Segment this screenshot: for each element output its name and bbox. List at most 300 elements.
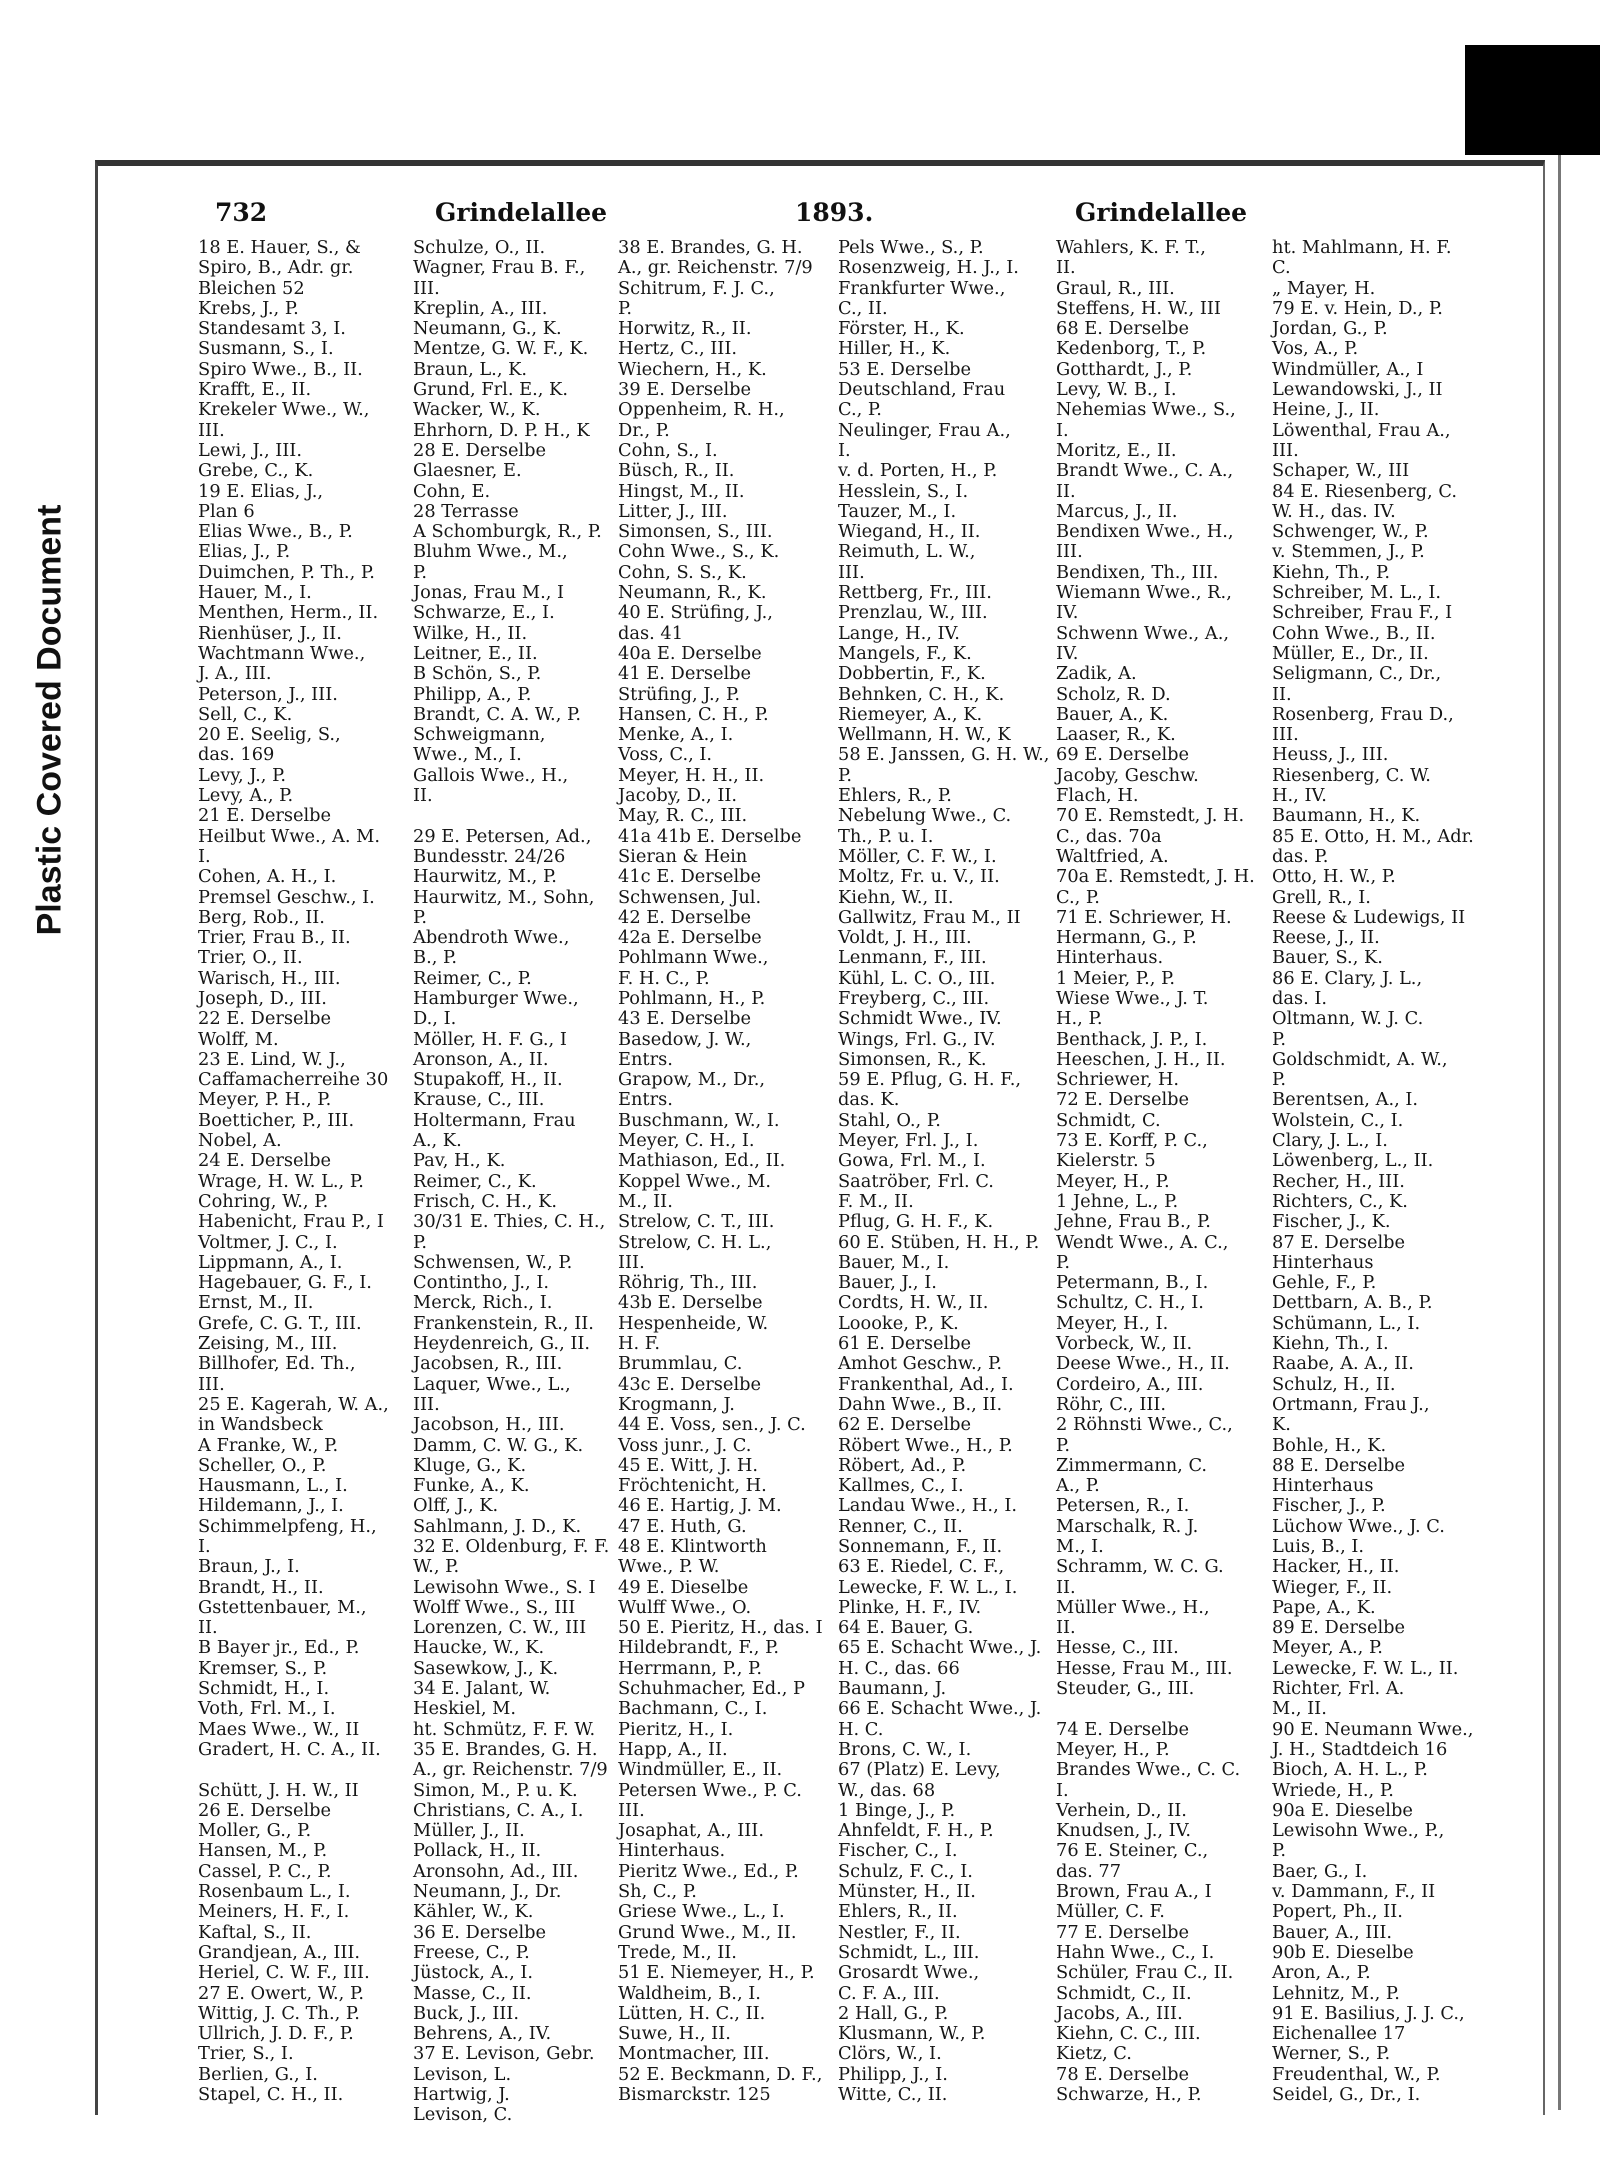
- directory-entry-line: Krekeler Wwe., W.,: [198, 399, 370, 421]
- directory-entry-line: Bauer, S., K.: [1272, 947, 1383, 969]
- directory-entry-line: Grandjean, A., III.: [198, 1941, 361, 1963]
- directory-entry-line: Cohen, A. H., I.: [198, 866, 337, 888]
- directory-entry-line: Wriede, H., P.: [1272, 1779, 1394, 1801]
- directory-entry-line: Ehrhorn, D. P. H., K: [413, 419, 590, 441]
- directory-entry-line: Entrs.: [618, 1089, 673, 1111]
- directory-entry-line: Glaesner, E.: [413, 460, 522, 482]
- directory-entry-line: 22 E. Derselbe: [198, 1008, 332, 1030]
- directory-entry-line: Krogmann, J.: [618, 1393, 735, 1415]
- directory-entry-line: W., das. 68: [838, 1779, 936, 1801]
- directory-entry-line: Bauer, A., III.: [1272, 1921, 1393, 1943]
- directory-entry-line: Meyer, A., P.: [1272, 1637, 1383, 1659]
- directory-entry-line: [413, 806, 623, 826]
- directory-entry-line: das. 41: [618, 622, 684, 644]
- directory-entry-line: W. H., das. IV.: [1272, 500, 1396, 522]
- directory-entry-line: 43 E. Derselbe: [618, 1008, 752, 1030]
- directory-entry-line: III.: [838, 561, 865, 583]
- directory-entry-line: K.: [1272, 1414, 1291, 1436]
- directory-entry-line: 74 E. Derselbe: [1056, 1718, 1190, 1740]
- directory-entry-line: Gotthardt, J., P.: [1056, 358, 1193, 380]
- directory-entry-line: A., K.: [413, 1130, 462, 1152]
- directory-entry-line: Schwenn Wwe., A.,: [1056, 622, 1230, 644]
- year: 1893.: [795, 198, 874, 227]
- directory-entry-line: Kühl, L. C. O., III.: [838, 967, 996, 989]
- directory-entry-line: III.: [618, 1799, 645, 1821]
- directory-entry-line: Koppel Wwe., M.: [618, 1170, 771, 1192]
- directory-entry-line: Kallmes, C., I.: [838, 1475, 964, 1497]
- directory-entry-line: Oppenheim, R. H.,: [618, 399, 785, 421]
- directory-entry-line: Meiners, H. F., I.: [198, 1901, 350, 1923]
- directory-column-2: [413, 237, 623, 2126]
- directory-column-6: [1272, 237, 1497, 2106]
- directory-entry-line: 36 E. Derselbe: [413, 1921, 547, 1943]
- directory-entry-line: 50 E. Pieritz, H., das. I: [618, 1617, 823, 1639]
- directory-entry-line: Gehle, F., P.: [1272, 1272, 1377, 1294]
- directory-entry-line: Schulze, O., II.: [413, 237, 546, 258]
- directory-entry-line: 30/31 E. Thies, C. H.,: [413, 1211, 606, 1233]
- directory-entry-line: Loooke, P., K.: [838, 1312, 959, 1334]
- directory-entry-line: Büsch, R., II.: [618, 460, 735, 482]
- directory-entry-line: C., P.: [1056, 886, 1100, 908]
- directory-entry-line: P.: [413, 561, 428, 583]
- directory-entry-line: Menke, A., I.: [618, 724, 734, 746]
- directory-entry-line: Kielerstr. 5: [1056, 1150, 1156, 1172]
- directory-entry-line: Petermann, B., I.: [1056, 1272, 1209, 1294]
- directory-entry-line: Grebe, C., K.: [198, 460, 314, 482]
- directory-entry-line: P.: [413, 906, 428, 928]
- directory-entry-line: Kiehn, C. C., III.: [1056, 2023, 1201, 2045]
- directory-entry-line: Suwe, H., II.: [618, 2023, 731, 2045]
- directory-entry-line: [1056, 1699, 1278, 1719]
- directory-entry-line: Wiese Wwe., J. T.: [1056, 987, 1209, 1009]
- directory-entry-line: 66 E. Schacht Wwe., J.: [838, 1698, 1042, 1720]
- directory-entry-line: Richter, Frl. A.: [1272, 1678, 1405, 1700]
- directory-entry-line: Lorenzen, C. W., III: [413, 1617, 587, 1639]
- directory-entry-line: Bleichen 52: [198, 277, 305, 299]
- directory-entry-line: B Schön, S., P.: [413, 663, 542, 685]
- directory-entry-line: Entrs.: [618, 1048, 673, 1070]
- directory-entry-line: Baer, G., I.: [1272, 1860, 1368, 1882]
- directory-entry-line: II.: [1056, 1576, 1076, 1598]
- directory-entry-line: Pav, H., K.: [413, 1150, 506, 1172]
- directory-entry-line: Premsel Geschw., I.: [198, 886, 375, 908]
- directory-entry-line: A Schomburgk, R., P.: [413, 521, 602, 543]
- directory-entry-line: 41c E. Derselbe: [618, 866, 762, 888]
- directory-entry-line: Montmacher, III.: [618, 2043, 770, 2065]
- directory-entry-line: Cordeiro, A., III.: [1056, 1373, 1204, 1395]
- directory-entry-line: Lewandowski, J., II: [1272, 379, 1443, 401]
- directory-entry-line: Plinke, H. F., IV.: [838, 1596, 982, 1618]
- directory-entry-line: Wachtmann Wwe.,: [198, 642, 366, 664]
- directory-entry-line: Sh, C., P.: [618, 1881, 697, 1903]
- directory-entry-line: P.: [413, 1231, 428, 1253]
- directory-entry-line: Buck, J., III.: [413, 2002, 519, 2024]
- directory-entry-line: III.: [198, 1373, 225, 1395]
- directory-entry-line: Heine, J., II.: [1272, 399, 1380, 421]
- directory-entry-line: Hildemann, J., I.: [198, 1495, 344, 1517]
- directory-entry-line: H., P.: [1056, 1008, 1103, 1030]
- directory-entry-line: Wwe., M., I.: [413, 744, 522, 766]
- directory-entry-line: Hartwig, J.: [413, 2084, 510, 2106]
- directory-entry-line: 86 E. Clary, J. L.,: [1272, 967, 1423, 989]
- directory-entry-line: Eichenallee 17: [1272, 2023, 1406, 2045]
- directory-entry-line: Mentze, G. W. F., K.: [413, 338, 589, 360]
- directory-entry-line: B., P.: [413, 947, 458, 969]
- directory-entry-line: Braun, L., K.: [413, 358, 528, 380]
- directory-entry-line: Pels Wwe., S., P.: [838, 237, 984, 258]
- directory-entry-line: Klusmann, W., P.: [838, 2023, 986, 2045]
- directory-entry-line: Aron, A., P.: [1272, 1962, 1371, 1984]
- directory-entry-line: May, R. C., III.: [618, 805, 748, 827]
- directory-entry-line: Prenzlau, W., III.: [838, 602, 988, 624]
- directory-entry-line: I.: [198, 1536, 211, 1557]
- directory-entry-line: 90a E. Dieselbe: [1272, 1799, 1413, 1821]
- directory-entry-line: Simonsen, S., III.: [618, 521, 773, 543]
- directory-entry-line: Scheller, O., P.: [198, 1454, 327, 1476]
- directory-entry-line: Litter, J., III.: [618, 500, 728, 522]
- directory-entry-line: 63 E. Riedel, C. F.,: [838, 1556, 1005, 1578]
- directory-entry-line: Heuss, J., III.: [1272, 744, 1389, 766]
- directory-entry-line: Cohn Wwe., B., II.: [1272, 622, 1436, 644]
- directory-entry-line: Voltmer, J. C., I.: [198, 1231, 338, 1253]
- directory-entry-line: Schitrum, F. J. C.,: [618, 277, 775, 299]
- directory-entry-line: Reimuth, L. W.,: [838, 541, 976, 563]
- directory-entry-line: Gstettenbauer, M.,: [198, 1596, 367, 1618]
- directory-entry-line: Hermann, G., P.: [1056, 927, 1197, 949]
- directory-entry-line: Marcus, J., II.: [1056, 500, 1178, 522]
- directory-entry-line: Christians, C. A., I.: [413, 1799, 584, 1821]
- directory-entry-line: Levy, A., P.: [198, 785, 294, 807]
- directory-entry-line: Brandes Wwe., C. C.: [1056, 1759, 1241, 1781]
- directory-entry-line: Moritz, E., II.: [1056, 439, 1177, 461]
- directory-entry-line: Reimer, C., P.: [413, 967, 532, 989]
- directory-entry-line: das. P.: [1272, 845, 1329, 867]
- directory-entry-line: Olff, J., K.: [413, 1495, 499, 1517]
- directory-entry-line: A Franke, W., P.: [198, 1434, 339, 1456]
- directory-entry-line: Basedow, J. W.,: [618, 1028, 752, 1050]
- directory-entry-line: Schreiber, M. L., I.: [1272, 582, 1442, 604]
- directory-entry-line: Zeising, M., III.: [198, 1333, 338, 1355]
- directory-entry-line: Dr., P.: [618, 419, 670, 441]
- directory-entry-line: Richters, C., K.: [1272, 1190, 1408, 1212]
- directory-entry-line: Pape, A., K.: [1272, 1596, 1376, 1618]
- directory-entry-line: Neulinger, Frau A.,: [838, 419, 1011, 441]
- directory-entry-line: Schmidt, C., II.: [1056, 1982, 1192, 2004]
- directory-entry-line: F. M., II.: [838, 1190, 914, 1212]
- directory-entry-line: Schmidt, C.: [1056, 1109, 1161, 1131]
- directory-entry-line: ht. Schmütz, F. F. W.: [413, 1718, 596, 1740]
- directory-entry-line: Jordan, G., P.: [1272, 318, 1388, 340]
- directory-entry-line: das. I.: [1272, 987, 1328, 1009]
- directory-entry-line: 38 E. Brandes, G. H.: [618, 237, 803, 258]
- directory-entry-line: 52 E. Beckmann, D. F.,: [618, 2063, 823, 2085]
- directory-entry-line: Nebelung Wwe., C.: [838, 805, 1012, 827]
- directory-entry-line: Grell, R., I.: [1272, 886, 1371, 908]
- directory-entry-line: Hausmann, L., I.: [198, 1475, 348, 1497]
- directory-entry-line: Wilke, H., II.: [413, 622, 528, 644]
- directory-entry-line: Popert, Ph., II.: [1272, 1901, 1403, 1923]
- directory-entry-line: Joseph, D., III.: [198, 987, 327, 1009]
- directory-entry-line: Neumann, G., K.: [413, 318, 562, 340]
- directory-entry-line: 40 E. Strüfing, J.,: [618, 602, 773, 624]
- directory-entry-line: Kietz, C.: [1056, 2043, 1132, 2065]
- directory-entry-line: H., IV.: [1272, 785, 1327, 807]
- directory-entry-line: Löwenberg, L., II.: [1272, 1150, 1434, 1172]
- directory-entry-line: Hinterhaus: [1272, 1475, 1374, 1497]
- directory-entry-line: in Wandsbeck: [198, 1414, 323, 1436]
- directory-entry-line: Lenmann, F., III.: [838, 947, 987, 969]
- directory-entry-line: Schwarze, E., I.: [413, 602, 555, 624]
- directory-entry-line: Lewi, J., III.: [198, 439, 302, 461]
- directory-entry-line: Ehlers, R., II.: [838, 1901, 958, 1923]
- directory-entry-line: Schimmelpfeng, H.,: [198, 1515, 377, 1537]
- directory-entry-line: Krause, C., III.: [413, 1089, 545, 1111]
- directory-entry-line: Schweigmann,: [413, 724, 546, 746]
- directory-entry-line: Jacobs, A., III.: [1056, 2002, 1183, 2024]
- directory-entry-line: Goldschmidt, A. W.,: [1272, 1048, 1448, 1070]
- directory-entry-line: Röbert, Ad., P.: [838, 1454, 967, 1476]
- right-street-title: Grindelallee: [1075, 198, 1248, 227]
- directory-entry-line: M., I.: [1056, 1536, 1104, 1557]
- directory-entry-line: Cordts, H. W., II.: [838, 1292, 989, 1314]
- directory-entry-line: Schümann, L., I.: [1272, 1312, 1421, 1334]
- directory-entry-line: Freese, C., P.: [413, 1941, 530, 1963]
- directory-entry-line: Schriewer, H.: [1056, 1069, 1180, 1091]
- directory-entry-line: Kaftal, S., II.: [198, 1921, 312, 1943]
- page-right-edge: [1558, 155, 1561, 2110]
- directory-entry-line: Müller, C. F.: [1056, 1901, 1165, 1923]
- directory-entry-line: II.: [1056, 1617, 1076, 1639]
- directory-entry-line: Röhr, C., III.: [1056, 1393, 1167, 1415]
- directory-entry-line: Strelow, C. H. L.,: [618, 1231, 772, 1253]
- directory-entry-line: [198, 1760, 413, 1780]
- directory-entry-line: Buschmann, W., I.: [618, 1109, 780, 1131]
- directory-entry-line: Müller, E., Dr., II.: [1272, 642, 1429, 664]
- directory-entry-line: Seligmann, C., Dr.,: [1272, 663, 1442, 685]
- directory-entry-line: Oltmann, W. J. C.: [1272, 1008, 1424, 1030]
- directory-entry-line: 43b E. Derselbe: [618, 1292, 763, 1314]
- directory-entry-line: Dobbertin, F., K.: [838, 663, 986, 685]
- directory-entry-line: 71 E. Schriewer, H.: [1056, 906, 1232, 928]
- directory-entry-line: J. A., III.: [198, 663, 272, 685]
- directory-entry-line: Lüchow Wwe., J. C.: [1272, 1515, 1445, 1537]
- directory-entry-line: Dettbarn, A. B., P.: [1272, 1292, 1433, 1314]
- directory-entry-line: Renner, C., II.: [838, 1515, 963, 1537]
- directory-entry-line: Krebs, J., P.: [198, 297, 299, 319]
- directory-entry-line: Riemeyer, A., K.: [838, 703, 983, 725]
- directory-entry-line: Billhofer, Ed. Th.,: [198, 1353, 356, 1375]
- directory-entry-line: Röbert Wwe., H., P.: [838, 1434, 1013, 1456]
- directory-entry-line: Gallois Wwe., H.,: [413, 764, 569, 786]
- directory-entry-line: A., gr. Reichenstr. 7/9: [618, 257, 813, 279]
- directory-entry-line: Moller, G., P.: [198, 1820, 312, 1842]
- directory-entry-line: Merck, Rich., I.: [413, 1292, 553, 1314]
- directory-entry-line: 42a E. Derselbe: [618, 927, 762, 949]
- directory-entry-line: Lewisohn Wwe., S. I: [413, 1576, 596, 1598]
- directory-entry-line: I.: [1056, 419, 1069, 441]
- directory-entry-line: C. F. A., III.: [838, 1982, 940, 2004]
- directory-entry-line: I.: [198, 845, 211, 867]
- directory-entry-line: Schramm, W. C. G.: [1056, 1556, 1224, 1578]
- directory-entry-line: Steffens, H. W., III: [1056, 297, 1221, 319]
- directory-entry-line: Spiro, B., Adr. gr.: [198, 257, 354, 279]
- directory-entry-line: Jacobson, H., III.: [413, 1414, 565, 1436]
- directory-entry-line: Nestler, F., II.: [838, 1921, 961, 1943]
- directory-entry-line: Lippmann, A., I.: [198, 1251, 343, 1273]
- directory-entry-line: Wittig, J. C. Th., P.: [198, 2002, 360, 2024]
- directory-entry-line: I.: [838, 439, 851, 461]
- directory-entry-line: 69 E. Derselbe: [1056, 744, 1190, 766]
- directory-entry-line: Hespenheide, W.: [618, 1312, 769, 1334]
- directory-entry-line: Behrens, A., IV.: [413, 2023, 552, 2045]
- directory-entry-line: Hansen, C. H., P.: [618, 703, 769, 725]
- directory-entry-line: Levison, L.: [413, 2063, 512, 2085]
- directory-entry-line: Clörs, W., I.: [838, 2043, 942, 2065]
- directory-entry-line: Maes Wwe., W., II: [198, 1718, 360, 1740]
- directory-entry-line: Schultz, C. H., I.: [1056, 1292, 1204, 1314]
- directory-entry-line: Heeschen, J. H., II.: [1056, 1048, 1226, 1070]
- directory-entry-line: Sieran & Hein: [618, 845, 748, 867]
- directory-entry-line: Heilbut Wwe., A. M.: [198, 825, 381, 847]
- directory-entry-line: 48 E. Klintworth: [618, 1536, 767, 1557]
- directory-entry-line: Hacker, H., II.: [1272, 1556, 1400, 1578]
- directory-entry-line: Jonas, Frau M., I: [413, 582, 565, 604]
- directory-entry-line: Saatröber, Frl. C.: [838, 1170, 994, 1192]
- directory-entry-line: Grapow, M., Dr.,: [618, 1069, 766, 1091]
- directory-entry-line: Deutschland, Frau: [838, 379, 1006, 401]
- directory-entry-line: Grund, Frl. E., K.: [413, 379, 568, 401]
- directory-entry-line: II.: [413, 785, 433, 807]
- directory-entry-line: Haurwitz, M., P.: [413, 866, 557, 888]
- directory-entry-line: 18 E. Hauer, S., &: [198, 237, 361, 258]
- directory-entry-line: Lewecke, F. W. L., II.: [1272, 1657, 1459, 1679]
- directory-entry-line: III.: [1272, 439, 1299, 461]
- directory-entry-line: Müller, J., II.: [413, 1820, 525, 1842]
- directory-entry-line: Grund Wwe., M., II.: [618, 1921, 797, 1943]
- directory-entry-line: Hesse, Frau M., III.: [1056, 1657, 1233, 1679]
- directory-entry-line: Gallwitz, Frau M., II: [838, 906, 1021, 928]
- directory-entry-line: Röhrig, Th., III.: [618, 1272, 758, 1294]
- directory-entry-line: Trier, S., I.: [198, 2043, 294, 2065]
- directory-entry-line: Ahnfeldt, F. H., P.: [838, 1820, 994, 1842]
- directory-entry-line: Bohle, H., K.: [1272, 1434, 1387, 1456]
- directory-entry-line: 85 E. Otto, H. M., Adr.: [1272, 825, 1474, 847]
- directory-entry-line: Happ, A., II.: [618, 1738, 728, 1760]
- directory-entry-line: Schaper, W., III: [1272, 460, 1410, 482]
- directory-entry-line: Standesamt 3, I.: [198, 318, 346, 340]
- directory-entry-line: 37 E. Levison, Gebr.: [413, 2043, 595, 2065]
- directory-entry-line: III.: [1272, 724, 1299, 746]
- directory-entry-line: M., II.: [618, 1190, 673, 1212]
- directory-entry-line: Peterson, J., III.: [198, 683, 338, 705]
- directory-entry-line: Wulff Wwe., O.: [618, 1596, 752, 1618]
- directory-entry-line: Hiller, H., K.: [838, 338, 951, 360]
- directory-entry-line: Cohn, S., I.: [618, 439, 718, 461]
- directory-entry-line: Wieger, F., II.: [1272, 1576, 1393, 1598]
- directory-entry-line: B Bayer jr., Ed., P.: [198, 1637, 360, 1659]
- directory-entry-line: 65 E. Schacht Wwe., J.: [838, 1637, 1042, 1659]
- directory-entry-line: Frankfurter Wwe.,: [838, 277, 1006, 299]
- directory-entry-line: das. 77: [1056, 1860, 1122, 1882]
- directory-entry-line: Vos, A., P.: [1272, 338, 1359, 360]
- directory-column-5: [1056, 237, 1278, 2106]
- directory-entry-line: 19 E. Elias, J.,: [198, 480, 323, 502]
- directory-entry-line: Kremser, S., P.: [198, 1657, 328, 1679]
- directory-entry-line: v. d. Porten, H., P.: [838, 460, 998, 482]
- directory-entry-line: C., das. 70a: [1056, 825, 1162, 847]
- directory-entry-line: Graul, R., III.: [1056, 277, 1175, 299]
- directory-entry-line: Susmann, S., I.: [198, 338, 334, 360]
- directory-entry-line: A., P.: [1056, 1475, 1100, 1497]
- directory-entry-line: 42 E. Derselbe: [618, 906, 752, 928]
- scan-crop-edge: [1465, 45, 1600, 155]
- directory-entry-line: Münster, H., II.: [838, 1881, 976, 1903]
- directory-entry-line: 43c E. Derselbe: [618, 1373, 762, 1395]
- directory-entry-line: Ehlers, R., P.: [838, 785, 952, 807]
- directory-entry-line: 58 E. Janssen, G. H. W.,: [838, 744, 1050, 766]
- directory-entry-line: Tauzer, M., I.: [838, 500, 957, 522]
- directory-entry-line: Philipp, A., P.: [413, 683, 532, 705]
- directory-entry-line: Brummlau, C.: [618, 1353, 743, 1375]
- directory-entry-line: Wiemann Wwe., R.,: [1056, 582, 1232, 604]
- directory-entry-line: 45 E. Witt, J. H.: [618, 1454, 759, 1476]
- directory-entry-line: 77 E. Derselbe: [1056, 1921, 1190, 1943]
- directory-entry-line: Schwenger, W., P.: [1272, 521, 1429, 543]
- directory-entry-line: Kiehn, Th., P.: [1272, 561, 1390, 583]
- directory-entry-line: Th., P. u. I.: [838, 825, 934, 847]
- directory-entry-line: Wolff Wwe., S., III: [413, 1596, 576, 1618]
- directory-entry-line: Knudsen, J., IV.: [1056, 1820, 1192, 1842]
- directory-entry-line: C., P.: [838, 399, 882, 421]
- directory-entry-line: P.: [1056, 1251, 1071, 1273]
- directory-entry-line: Fischer, C., I.: [838, 1840, 958, 1862]
- directory-entry-line: Lütten, H. C., II.: [618, 2002, 766, 2024]
- directory-entry-line: Petersen Wwe., P. C.: [618, 1779, 802, 1801]
- directory-entry-line: Bioch, A. H. L., P.: [1272, 1759, 1428, 1781]
- directory-entry-line: II.: [1056, 480, 1076, 502]
- directory-entry-line: 32 E. Oldenburg, F. F.: [413, 1536, 610, 1557]
- directory-entry-line: Aronson, A., II.: [413, 1048, 549, 1070]
- directory-entry-line: P.: [1272, 1069, 1287, 1091]
- directory-entry-line: I.: [1056, 1779, 1069, 1801]
- directory-entry-line: Nobel, A.: [198, 1130, 282, 1152]
- directory-entry-line: 28 E. Derselbe: [413, 439, 547, 461]
- plastic-covered-label-text: Plastic Covered Document: [30, 504, 69, 936]
- directory-entry-line: 1 Binge, J., P.: [838, 1799, 956, 1821]
- directory-entry-line: Rosenbaum L., I.: [198, 1881, 351, 1903]
- directory-entry-line: Strelow, C. T., III.: [618, 1211, 775, 1233]
- directory-entry-line: 20 E. Seelig, S.,: [198, 724, 341, 746]
- directory-entry-line: Schütt, J. H. W., II: [198, 1779, 359, 1801]
- directory-entry-line: Lehnitz, M., P.: [1272, 1982, 1400, 2004]
- directory-entry-line: Seidel, G., Dr., I.: [1272, 2084, 1421, 2106]
- directory-entry-line: Berg, Rob., II.: [198, 906, 325, 928]
- directory-entry-line: Jacoby, Geschw.: [1056, 764, 1199, 786]
- directory-entry-line: Riesenberg, C. W.: [1272, 764, 1431, 786]
- directory-entry-line: 23 E. Lind, W. J.,: [198, 1048, 346, 1070]
- directory-entry-line: Neumann, J., Dr.: [413, 1881, 562, 1903]
- directory-entry-line: Heriel, C. W. F., III.: [198, 1962, 370, 1984]
- directory-entry-line: Schwarze, H., P.: [1056, 2084, 1202, 2106]
- directory-entry-line: 84 E. Riesenberg, C.: [1272, 480, 1457, 502]
- directory-entry-line: Brown, Frau A., I: [1056, 1881, 1212, 1903]
- directory-entry-line: Löwenthal, Frau A.,: [1272, 419, 1451, 441]
- directory-entry-line: Jacoby, D., II.: [618, 785, 738, 807]
- directory-entry-line: Wacker, W., K.: [413, 399, 541, 421]
- directory-entry-line: IV.: [1056, 642, 1079, 664]
- directory-entry-line: 91 E. Basilius, J. J. C.,: [1272, 2002, 1465, 2024]
- directory-entry-line: Ortmann, Frau J.,: [1272, 1393, 1430, 1415]
